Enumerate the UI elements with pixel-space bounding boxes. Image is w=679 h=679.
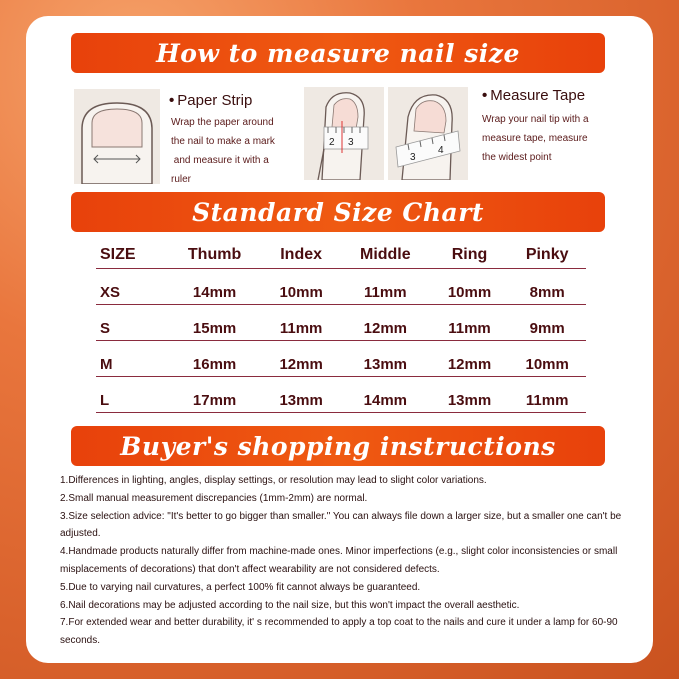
- table-cell: 11mm: [508, 376, 586, 412]
- measure-tape-line: the widest point: [482, 152, 552, 163]
- table-row: [96, 376, 586, 412]
- instruction-item: 2.Small manual measurement discrepancies (1mm-2mm) are normal.: [60, 492, 368, 504]
- size-table: [96, 242, 586, 413]
- tape-number: 4: [438, 145, 444, 156]
- instruction-item: 7.For extended wear and better durability, it' s recommended to apply a top coat to the nails and cure it under a lamp for 60-90 seconds.: [60, 617, 618, 647]
- table-cell: 13mm: [340, 340, 431, 376]
- table-cell: 17mm: [167, 376, 262, 412]
- header-ring: Ring: [431, 242, 509, 268]
- table-cell: 12mm: [262, 340, 340, 376]
- paper-strip-line: and measure it with a: [171, 155, 269, 166]
- table-cell: 10mm: [431, 268, 509, 304]
- info-card: [26, 16, 653, 663]
- table-cell: S: [96, 304, 167, 340]
- measure-banner-title: How to measure nail size: [156, 38, 520, 68]
- size-table-header-row: [96, 242, 586, 268]
- table-cell: 13mm: [431, 376, 509, 412]
- table-cell: M: [96, 340, 167, 376]
- table-cell: 9mm: [508, 304, 586, 340]
- table-cell: 12mm: [340, 304, 431, 340]
- header-pinky: Pinky: [508, 242, 586, 268]
- header-thumb: Thumb: [167, 242, 262, 268]
- paper-strip-line: the nail to make a mark: [171, 136, 275, 147]
- table-cell: 10mm: [262, 268, 340, 304]
- table-cell: L: [96, 376, 167, 412]
- instruction-item: 6.Nail decorations may be adjusted according to the nail size, but this won't impact the overall aesthetic.: [60, 599, 520, 611]
- paper-strip-line: Wrap the paper around: [171, 117, 274, 128]
- table-cell: 11mm: [340, 268, 431, 304]
- tape-number: 3: [410, 152, 416, 163]
- paper-strip-illustration: [74, 89, 160, 184]
- size-chart-banner-title: Standard Size Chart: [192, 197, 484, 227]
- instruction-item: 5.Due to varying nail curvatures, a perfect 100% fit cannot always be guaranteed.: [60, 581, 421, 593]
- measure-tape-line: measure tape, measure: [482, 133, 588, 144]
- paper-strip-line: ruler: [171, 174, 192, 185]
- table-cell: 12mm: [431, 340, 509, 376]
- instruction-item: 4.Handmade products naturally differ from machine-made ones. Minor imperfections (e.g., slight color inconsistencies or small misplacements of decorations) that don't affect wearability are not considered defects.: [60, 546, 618, 575]
- table-cell: 10mm: [508, 340, 586, 376]
- header-middle: Middle: [340, 242, 431, 268]
- measure-tape-title: • Measure Tape: [482, 87, 586, 104]
- measure-tape-line: Wrap your nail tip with a: [482, 114, 589, 125]
- paper-strip-title: • Paper Strip: [169, 92, 253, 109]
- measure-banner: [71, 33, 605, 73]
- table-cell: XS: [96, 268, 167, 304]
- measure-tape-description: [482, 110, 612, 167]
- table-cell: 11mm: [431, 304, 509, 340]
- tape-illustration-left: [304, 87, 384, 180]
- header-size: SIZE: [96, 242, 167, 268]
- table-cell: 8mm: [508, 268, 586, 304]
- table-cell: 14mm: [167, 268, 262, 304]
- tape-number: 3: [348, 137, 354, 148]
- tape-number: 2: [329, 137, 335, 148]
- table-row: [96, 268, 586, 304]
- shopping-banner-title: Buyer's shopping instructions: [120, 431, 556, 461]
- instruction-list: [60, 472, 640, 650]
- size-chart-banner: [71, 192, 605, 232]
- table-cell: 15mm: [167, 304, 262, 340]
- paper-strip-description: [171, 113, 291, 189]
- table-cell: 14mm: [340, 376, 431, 412]
- table-cell: 16mm: [167, 340, 262, 376]
- instruction-item: 3.Size selection advice: "It's better to go bigger than smaller." You can always file down a larger size, but a smaller one can't be adjusted.: [60, 510, 622, 540]
- header-index: Index: [262, 242, 340, 268]
- shopping-banner: [71, 426, 605, 466]
- table-cell: 13mm: [262, 376, 340, 412]
- instruction-item: 1.Differences in lighting, angles, display settings, or resolution may lead to slight color variations.: [60, 475, 487, 486]
- table-cell: 11mm: [262, 304, 340, 340]
- tape-illustration-right: [388, 87, 468, 180]
- table-row: [96, 340, 586, 376]
- table-row: [96, 304, 586, 340]
